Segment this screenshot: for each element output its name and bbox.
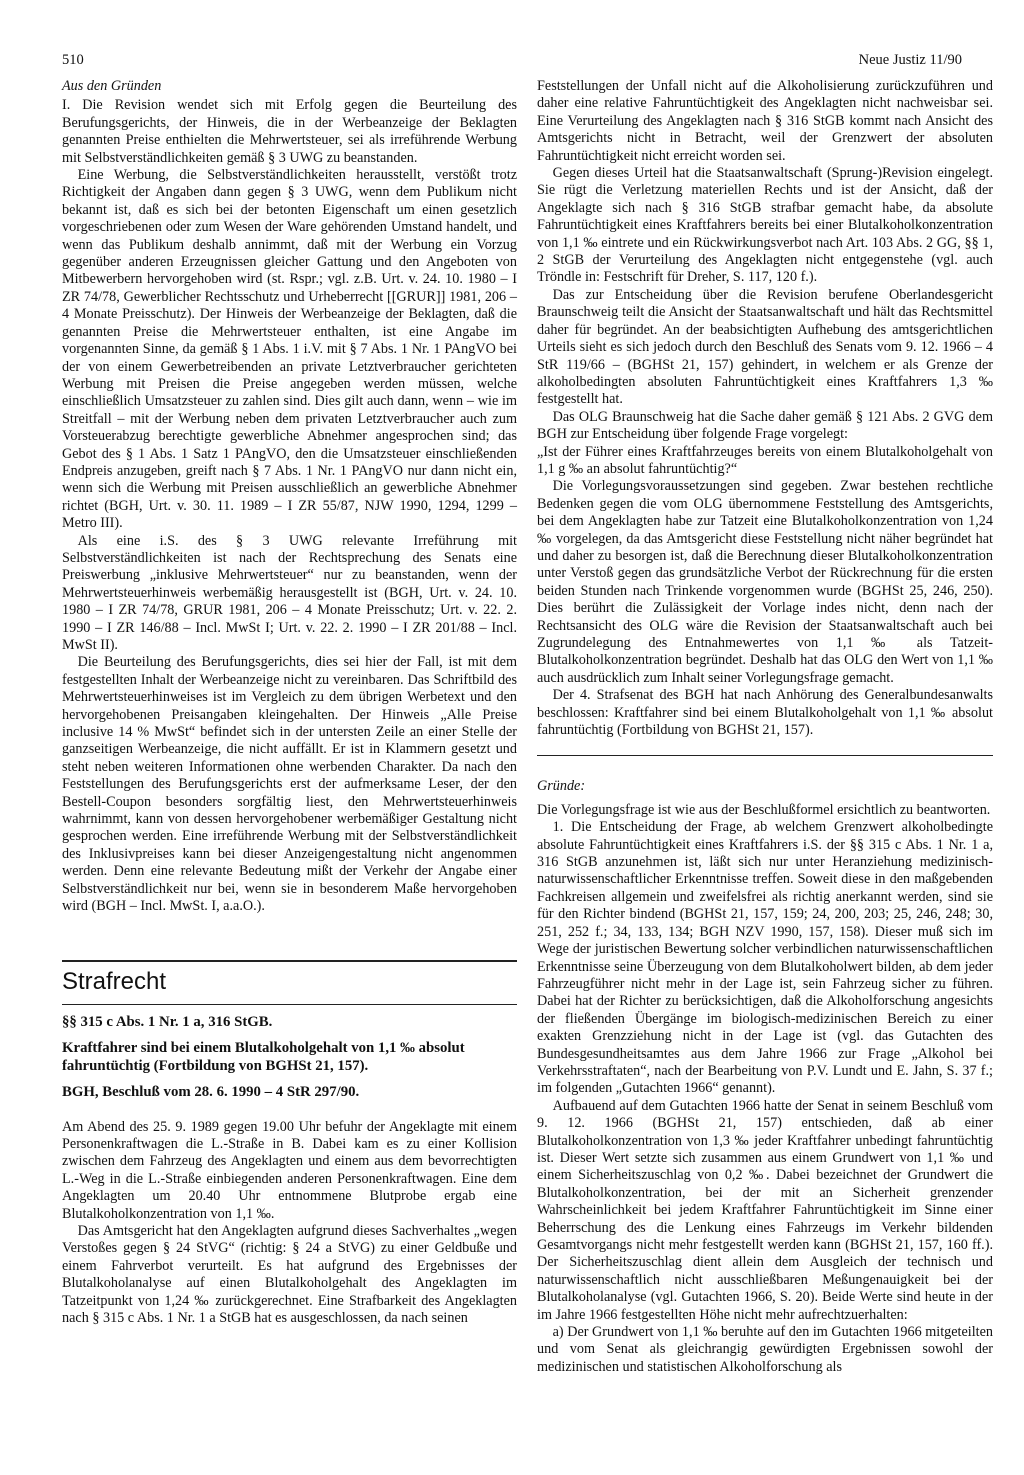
divider: [537, 755, 993, 756]
section-title: Strafrecht: [62, 967, 167, 995]
paragraph: 1. Die Entscheidung der Frage, ab welchem Grenzwert alkoholbedingte absolute Fahruntüchtigkeit eines Kraftfahrers i.S. der §§ 315 c Abs. 1 Nr. 1 a, 316 StGB anzunehmen ist, läßt sich nur unter Heranziehung medizinisch-naturwissenschaftlicher Erkenntnisse treffen. Soweit diese in den maßgebenden Fachkreisen allgemein und zweifelsfrei als richtig anerkannt werden, sind sie für den Richter bindend (BGHSt 21, 157, 159; 24, 200, 203; 25, 246, 248; 30, 251, 252 f.; 34, 133, 134; BGH NZV 1990, 157, 158). Dieser muß sich im Wege der juristischen Bewertung solcher verbindlichen naturwissenschaftlichen Erkenntnisse seine Überzeugung von dem Blutalkoholwert bilden, ab dem jeder Fahrzeugführer nicht mehr in der Lage ist, sein Fahrzeug sicher zu führen. Dabei hat der Richter zu berücksichtigen, daß die Alkoholforschung angesichts der fließenden Übergänge im biologisch-medizinischen Bereich zu einer exakten Grenzziehung nicht in der Lage ist (vgl. das Gutachten des Bundesgesundheitsamtes aus dem Jahre 1966 zur Frage „Alkohol bei Verkehrsstraftaten“, nach der Bearbeitung von P.V. Lundt und E. Jahn, S. 37 f.; im folgenden „Gutachten 1966“ genannt).: [537, 819, 993, 1097]
paragraph: Am Abend des 25. 9. 1989 gegen 19.00 Uhr befuhr der Angeklagte mit einem Personenkraftwagen die L.-Straße in B. Dabei kam es zu einer Kollision zwischen dem Fahrzeug des Angeklagten und einem aus dem bevorrechtigten L.-Weg in die L.-Straße einbiegenden anderen Personenkraftwagen. Eine dem Angeklagten um 20.40 Uhr entnommene Blutprobe ergab eine Blutalkoholkonzentration von 1,1 ‰.: [62, 1118, 517, 1222]
paragraph: Als eine i.S. des § 3 UWG relevante Irreführung mit Selbstverständlichkeiten ist nach der Rechtsprechung des Senats eine Preiswerbung „inklusive Mehrwertsteuer“ nur zu beanstanden, wenn der Mehrwertsteuerhinweis werbemäßig herausgestellt ist (BGH, Urt. v. 24. 10. 1980 – I ZR 74/78, GRUR 1981, 206 – 4 Monate Preisschutz; Urt. v. 22. 2. 1990 – I ZR 146/88 – Incl. MwSt I; Urt. v. 22. 2. 1990 – I ZR 201/88 – Incl. MwSt II).: [62, 532, 517, 653]
page-number: 510: [62, 52, 84, 68]
paragraph: Die Beurteilung des Berufungsgerichts, dies sei hier der Fall, ist mit dem festgestellten Inhalt der Werbeanzeige nicht zu vereinbaren. Das Schriftbild des Mehrwertsteuerhinweises ist im Vergleich zu dem übrigen Werbetext und den hervorgehobenen Preisangaben kleingehalten. Der Hinweis „Alle Preise inclusive 14 % MwSt“ befindet sich in der untersten Zeile an einer Stelle der ganzseitigen Werbeanzeige, die nicht auffällt. Er ist in Klammern gesetzt und steht neben weiteren Informationen ohne werbenden Charakter. Da nach den Feststellungen des Berufungsgerichts erst der aufmerksame Leser, der den Bestell-Coupon besonders sorgfältig liest, den Mehrwertsteuerhinweis wahrnimmt, kann von dessen hervorgehobener werbemäßiger Gestaltung nicht gesprochen werden. Eine irreführende Werbung mit der Selbstverständlichkeit des Inklusivpreises kann bei dieser Anzeigengestaltung nicht angenommen werden. Denn eine relevante Bedeutung mißt der Verkehr der Angabe einer Selbstverständlichkeit nur bei, wenn sie in besonderem Maße hervorgehoben wird (BGH – Incl. MwSt. I, a.a.O.).: [62, 654, 517, 915]
left-column: [62, 78, 517, 1327]
quoted-question: „Ist der Führer eines Kraftfahrzeuges bereits von einem Blutalkoholgehalt von 1,1 g ‰ an absolut fahruntüchtig?“: [537, 443, 993, 477]
paragraph: Die Vorlegungsfrage ist wie aus der Beschlußformel ersichtlich zu beantworten.: [537, 801, 991, 818]
section-block: [62, 960, 517, 1005]
paragraph: Das OLG Braunschweig hat die Sache daher gemäß § 121 Abs. 2 GVG dem BGH zur Entscheidung über folgende Frage vorgelegt:: [537, 408, 993, 443]
paragraph: Eine Werbung, die Selbstverständlichkeiten herausstellt, verstößt trotz Richtigkeit der Angaben dann gegen § 3 UWG, wenn dem Publikum nicht bekannt ist, daß es sich bei der betonten Eigenschaft um einen gesetzlich vorgeschriebenen oder zum Wesen der Ware gehörenden Umstand handelt, und wenn das Publikum deshalb annimmt, daß mit der Werbung ein Vorzug gegenüber anderen Erzeugnissen gleicher Gattung und den Angeboten von Mitbewerbern hervorgehoben wird (st. Rspr.; vgl. z.B. Urt. v. 24. 10. 1980 – I ZR 74/78, Gewerblicher Rechtsschutz und Urheberrecht [[GRUR]] 1981, 206 – 4 Monate Preisschutz). Der Hinweis der Werbeanzeige der Beklagten, daß die genannten Preise die Mehrwertsteuer enthalten, ist eine Angabe im vorgenannten Sinne, da gemäß § 1 Abs. 1 i.V. mit § 7 Abs. 1 Nr. 1 PAngVO bei der von einem Gewerbetreibenden an private Letztverbraucher gerichteten Werbung mit Preisen die Preise angegeben werden müssen, welche einschließlich Umsatzsteuer zu zahlen sind. Dies gilt auch dann, wenn – wie im Streitfall – mit der Werbung neben dem privaten Letztverbraucher auch zum Vorsteuerabzug berechtigte gewerbliche Abnehmer angesprochen sind; das Gebot des § 1 Abs. 1 Satz 1 PAngVO, den die Umsatzsteuer einschließenden Endpreis anzugeben, greift nach § 7 Abs. 1 Nr. 1 PAngVO nur dann nicht ein, wenn sich die Werbung mit Preisen ausschließlich an gewerbliche Abnehmer richtet (BGH, Urt. v. 30. 11. 1989 – I ZR 55/87, NJW 1990, 1294, 1299 – Metro III).: [62, 167, 517, 532]
paragraph: Das zur Entscheidung über die Revision berufene Oberlandesgericht Braunschweig teilt die Ansicht der Staatsanwaltschaft und hält das Rechtsmittel daher für begründet. An der beabsichtigten Aufhebung des amtsgerichtlichen Urteils sieht es sich jedoch durch den Beschluß des Senats vom 9. 12. 1966 – 4 StR 119/66 – (BGHSt 21, 157) gehindert, in welchem er als Grenze der alkoholbedingten absoluten Fahruntüchtigkeit eines Kraftfahrers 1,3 ‰ festgestellt hat.: [537, 286, 993, 408]
right-column: [537, 78, 993, 1376]
page-header: [62, 52, 962, 72]
journal-issue: Neue Justiz 11/90: [858, 52, 962, 68]
statute-reference: §§ 315 c Abs. 1 Nr. 1 a, 316 StGB.: [62, 1013, 273, 1030]
paragraph: Die Vorlegungsvoraussetzungen sind gegeben. Zwar bestehen rechtliche Bedenken gegen die vom OLG übernommene Feststellung des Amtsgerichts, bei dem Angeklagten habe zur Tatzeit eine Blutalkoholkonzentration von 1,24 ‰ vorgelegen, da das Amtsgericht diese Feststellung nicht näher begründet hat und daher zu besorgen ist, daß die Berechnung dieser Blutalkoholkonzentration unter Verstoß gegen das grundsätzliche Verbot der Rückrechnung für die ersten beiden Stunden nach Trinkende vorgenommen wurde (BGHSt 25, 246, 250). Dies berührt die Zulässigkeit der Vorlage indes nicht, denn nach der Rechtsansicht des OLG wäre die Revision der Staatsanwaltschaft auch bei Zugrundelegung des Entnahmewertes von 1,1 ‰ als Tatzeit-Blutalkoholkonzentration begründet. Deshalb hat das OLG den Wert von 1,1 ‰ auch ausdrücklich zum Inhalt seiner Vorlegungsfrage gemacht.: [537, 478, 993, 686]
section-rule: [62, 960, 517, 962]
paragraph: Feststellungen der Unfall nicht auf die Alkoholisierung zurückzuführen und daher eine relative Fahruntüchtigkeit des Angeklagten nicht nachweisbar sei. Eine Verurteilung des Angeklagten nach § 316 StGB kommt nach Ansicht des Amtsgerichts nicht in Betracht, weil der Grenzwert der absoluten Fahruntüchtigkeit nicht erreicht worden sei.: [537, 78, 993, 164]
paragraph: Aufbauend auf dem Gutachten 1966 hatte der Senat in seinem Beschluß vom 9. 12. 1966 (BGHSt 21, 157) entschieden, daß ab einer Blutalkoholkonzentration von 1,3 ‰ jeder Kraftfahrer unbedingt fahruntüchtig ist. Dieser Wert setzte sich zusammen aus einem Grundwert von 1,1 ‰ und einem Sicherheitszuschlag von 0,2 ‰. Dabei bezeichnet der Grundwert die Blutalkoholkonzentration, bei der mit an Sicherheit grenzender Wahrscheinlichkeit bei jedem Kraftfahrer Fahruntüchtigkeit im Sinne einer Beherrschung des die Lenkung eines Fahrzeugs im Verkehr bildenden Gesamtvorgangs nicht mehr festgestellt werden kann (BGHSt 21, 157, 160 ff.). Der Sicherheitszuschlag dient allein dem Ausgleich der technisch und naturwissenschaftlich nicht ausschließbaren Meßungenauigkeit bei der Blutalkoholanalyse (vgl. Gutachten 1966, S. 20). Beide Werte sind heute in der im Jahre 1966 festgestellten Höhe nicht mehr aufrechtzuerhalten:: [537, 1097, 993, 1323]
spacer: [62, 1101, 517, 1119]
section-heading-reasons: Aus den Gründen: [62, 78, 162, 94]
paragraph: Der 4. Strafsenat des BGH hat nach Anhörung des Generalbundesanwalts beschlossen: Kraftfahrer sind bei einem Blutalkoholgehalt von 1,1 ‰ absolut fahruntüchtig (Fortbildung von BGHSt 21, 157).: [537, 687, 993, 739]
section-heading-gruende: Gründe:: [537, 778, 586, 795]
decision-citation: BGH, Beschluß vom 28. 6. 1990 – 4 StR 297/90.: [62, 1083, 360, 1100]
paragraph: Gegen dieses Urteil hat die Staatsanwaltschaft (Sprung-)Revision eingelegt. Sie rügt die Verletzung materiellen Rechts und ist der Ansicht, daß der Angeklagte sich nach § 316 StGB strafbar gemacht habe, da absolute Fahruntüchtigkeit eines Kraftfahrers bereits bei einer Blutalkoholkonzentration von 1,1 ‰ eintrete und ein Rückwirkungsverbot nach Art. 103 Abs. 2 GG, §§ 1, 2 StGB der Verurteilung des Angeklagten nicht entgegenstehe (vgl. auch Tröndle in: Festschrift für Dreher, S. 117, 120 f.).: [537, 165, 993, 286]
paragraph: I. Die Revision wendet sich mit Erfolg gegen die Beurteilung des Berufungsgerichts, der Hinweis, die in der Werbeanzeige der Beklagten genannten Preise enthielten die Mehrwertsteuer, sei als irreführende Werbung mit Selbstverständlichkeiten gemäß § 3 UWG zu beanstanden.: [62, 97, 517, 166]
paragraph: Das Amtsgericht hat den Angeklagten aufgrund dieses Sachverhaltes „wegen Verstoßes gegen § 24 StVG“ (richtig: § 24 a StVG) zu einer Geldbuße und einem Fahrverbot verurteilt. Es hat aufgrund des Ergebnisses der Blutalkoholanalyse auf einen Blutalkoholgehalt des Angeklagten im Tatzeitpunkt von 1,24 ‰ zurückgerechnet. Eine Strafbarkeit des Angeklagten nach § 315 c Abs. 1 Nr. 1 a StGB hat es ausgeschlossen, da nach seinen: [62, 1222, 517, 1326]
paragraph: a) Der Grundwert von 1,1 ‰ beruhte auf den im Gutachten 1966 mitgeteilten und vom Senat als gleichrangig gewürdigten Ergebnissen sowohl der medizinischen und statistischen Alkoholforschung als: [537, 1324, 993, 1375]
headnote: Kraftfahrer sind bei einem Blutalkoholgehalt von 1,1 ‰ absolut fahruntüchtig (Fortbildung von BGHSt 21, 157).: [62, 1039, 465, 1074]
section-rule: [62, 1004, 517, 1005]
